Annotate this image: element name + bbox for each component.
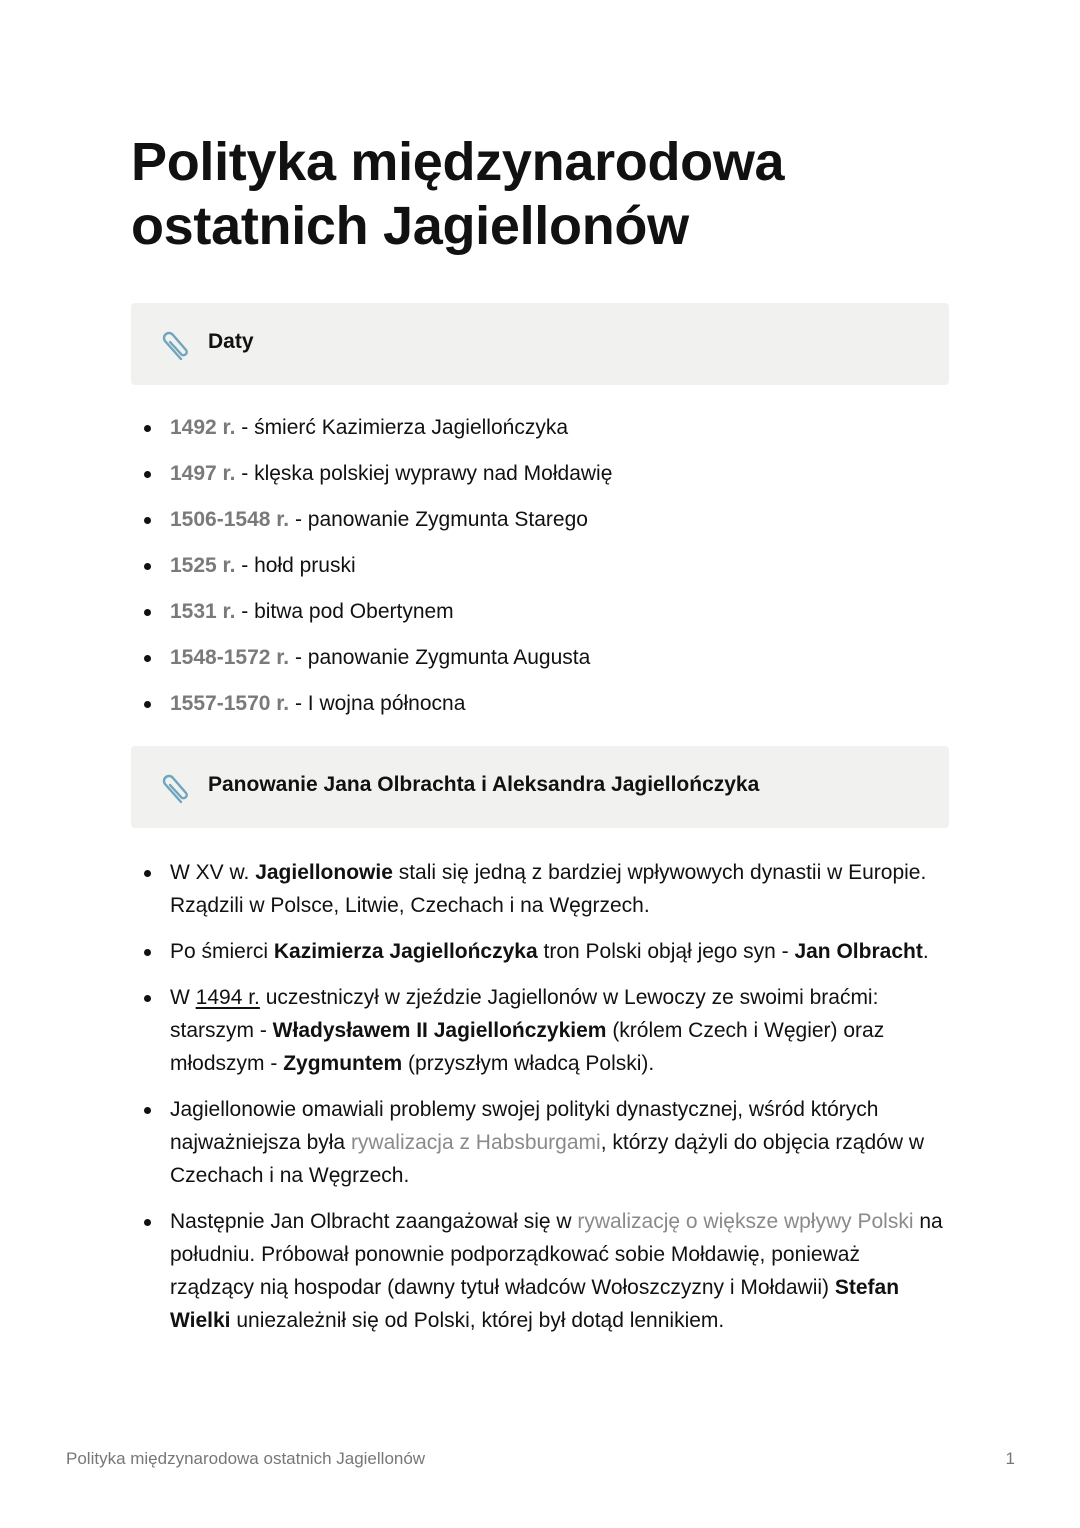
list-item [131,981,946,1080]
text: na południu. Próbował ponownie podporządkować sobie Mołdawię, ponieważ rządzący nią hospodar (dawny tytuł władców Wołoszczyzny i Mołdawii) [170,1210,943,1299]
bold-text: Jan Olbracht [794,940,923,963]
list-item [131,935,946,968]
paperclip-icon [153,772,193,812]
text: uniezależnił się od Polski, której był dotąd lennikiem. [230,1309,725,1332]
bold-text: Władysławem II Jagiellończykiem [272,1019,607,1042]
date-label: 1497 r. [170,462,236,485]
date-label: 1525 r. [170,554,236,577]
text: . [922,940,929,963]
date-item [131,644,946,672]
text: (przyszłym władcą Polski). [402,1052,655,1075]
text: (królem Czech i Węgier) oraz młodszym - [170,1019,885,1075]
date-label: 1548-1572 r. [170,646,290,669]
date-item [131,552,946,580]
date-label: 1506-1548 r. [170,508,290,531]
list-item [131,1205,946,1337]
text: tron Polski objął jego syn - [537,940,795,963]
list-item [131,1093,946,1192]
callout-reign [131,746,949,828]
date-item [131,460,946,488]
date-item [131,506,946,534]
bold-text: Jagiellonowie [255,861,393,884]
bold-text: Kazimierza Jagiellończyka [273,940,538,963]
callout-title: Daty [208,330,254,353]
date-label: 1557-1570 r. [170,692,290,715]
text: W XV w. [170,861,256,884]
text: uczestniczył w zjeździe Jagiellonów w Lewoczy ze swoimi braćmi: starszym - [170,986,879,1042]
date-description: - bitwa pod Obertynem [235,600,454,623]
date-label: 1531 r. [170,600,236,623]
bold-text: Stefan Wielki [170,1276,900,1332]
footer-title: Polityka międzynarodowa ostatnich Jagiellonów [66,1449,426,1468]
bold-text: Zygmuntem [283,1052,403,1075]
date-item [131,690,946,718]
date-description: - hołd pruski [235,554,356,577]
underlined-text: 1494 r. [195,986,260,1009]
date-description: - panowanie Zygmunta Starego [289,508,588,531]
text: stali się jedną z bardziej wpływowych dynastii w Europie. Rządzili w Polsce, Litwie, Czechach i na Węgrzech. [170,861,927,917]
page-number: 1 [1005,1449,1015,1468]
dates-list [131,414,946,736]
date-description: - panowanie Zygmunta Augusta [289,646,591,669]
date-description: - śmierć Kazimierza Jagiellończyka [235,416,569,439]
date-label: 1492 r. [170,416,236,439]
text: Jagiellonowie omawiali problemy swojej polityki dynastycznej, wśród których najważniejsza była [170,1098,879,1154]
date-item [131,414,946,442]
date-description: - klęska polskiej wyprawy nad Mołdawię [235,462,613,485]
text: Następnie Jan Olbracht zaangażował się w [170,1210,578,1233]
callout-dates [131,303,949,385]
text: W [170,986,196,1009]
highlighted-text: rywalizację o większe wpływy Polski [577,1210,914,1233]
date-description: - I wojna północna [289,692,466,715]
text: , którzy dążyli do objęcia rządów w Czechach i na Węgrzech. [170,1131,925,1187]
text: Po śmierci [170,940,274,963]
callout-title: Panowanie Jana Olbrachta i Aleksandra Jagiellończyka [208,773,760,796]
paperclip-icon [153,329,193,369]
highlighted-text: rywalizacja z Habsburgami [350,1131,601,1154]
page-title: Polityka międzynarodowa ostatnich Jagiellonów [131,132,785,256]
list-item [131,856,946,922]
date-item [131,598,946,626]
content-list [131,856,946,1350]
